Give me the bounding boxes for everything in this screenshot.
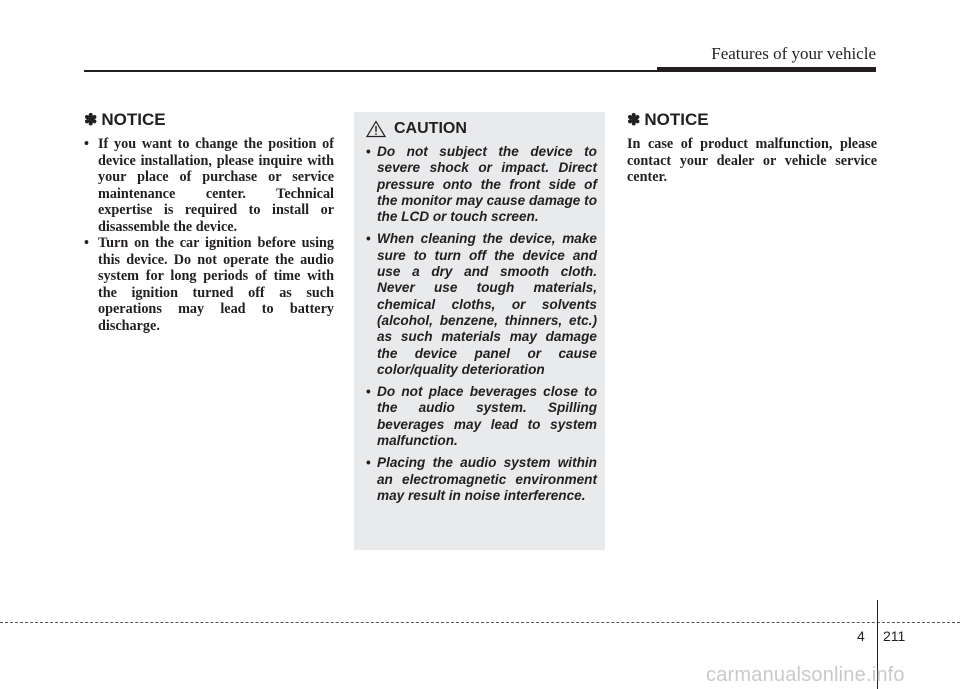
notice-left-heading-text: NOTICE xyxy=(101,110,166,129)
warning-triangle-icon xyxy=(366,120,386,138)
bullet-icon: • xyxy=(366,144,371,159)
bullet-icon: • xyxy=(84,136,89,152)
notice-left-list xyxy=(84,136,334,334)
bullet-icon: • xyxy=(84,235,89,251)
notice-left-item xyxy=(84,235,334,334)
bullet-icon: • xyxy=(366,384,371,400)
caution-item xyxy=(366,455,597,504)
page-number: 211 xyxy=(883,628,906,644)
notice-mark-icon: ✽ xyxy=(84,112,98,129)
watermark: carmanualsonline.info xyxy=(706,664,905,686)
footer-rule xyxy=(0,622,960,623)
bullet-icon: • xyxy=(366,455,371,471)
caution-item-text: Placing the audio system within an electromagnetic environment may result in noise interference. xyxy=(377,455,597,503)
notice-right-section xyxy=(627,110,877,186)
caution-item-text: When cleaning the device, make sure to turn off the device and use a dry and smooth cloth. Never use tough materials, chemical cloths, or solvents (alcohol, benzene, thinners, etc.) as such materials may damage the device panel or cause color/quality deterioration xyxy=(377,231,597,377)
header-rule-accent xyxy=(657,67,876,72)
notice-right-text: In case of product malfunction, please contact your dealer or vehicle service center. xyxy=(627,136,877,185)
notice-left-section xyxy=(84,110,334,334)
caution-box xyxy=(354,112,605,550)
caution-item xyxy=(366,231,597,378)
notice-right-heading-text: NOTICE xyxy=(644,110,709,129)
notice-mark-icon: ✽ xyxy=(627,112,641,129)
caution-item-text: Do not place beverages close to the audio system. Spilling beverages may lead to system malfunction. xyxy=(377,384,597,449)
notice-left-item xyxy=(84,136,334,235)
caution-item xyxy=(366,384,597,449)
chapter-number: 4 xyxy=(857,628,865,644)
caution-item xyxy=(366,144,597,225)
notice-left-item-text: If you want to change the position of device installation, please inquire with your place of purchase or service maintenance center. Technical expertise is required to install or disassemble the device. xyxy=(98,136,334,235)
caution-heading-text: CAUTION xyxy=(394,120,467,137)
caution-list xyxy=(366,144,597,504)
notice-left-heading xyxy=(84,110,334,130)
bullet-icon: • xyxy=(366,231,371,247)
header-title: Features of your vehicle xyxy=(711,44,876,63)
notice-right-heading xyxy=(627,110,877,130)
caution-heading xyxy=(366,120,597,138)
notice-left-item-text: Turn on the car ignition before using this device. Do not operate the audio system for long periods of time with the ignition turned off as such operations may lead to battery discharge. xyxy=(98,235,334,334)
caution-item-text: Do not subject the device to severe shock or impact. Direct pressure onto the front side of the monitor may cause damage to the LCD or touch screen. xyxy=(377,144,597,225)
